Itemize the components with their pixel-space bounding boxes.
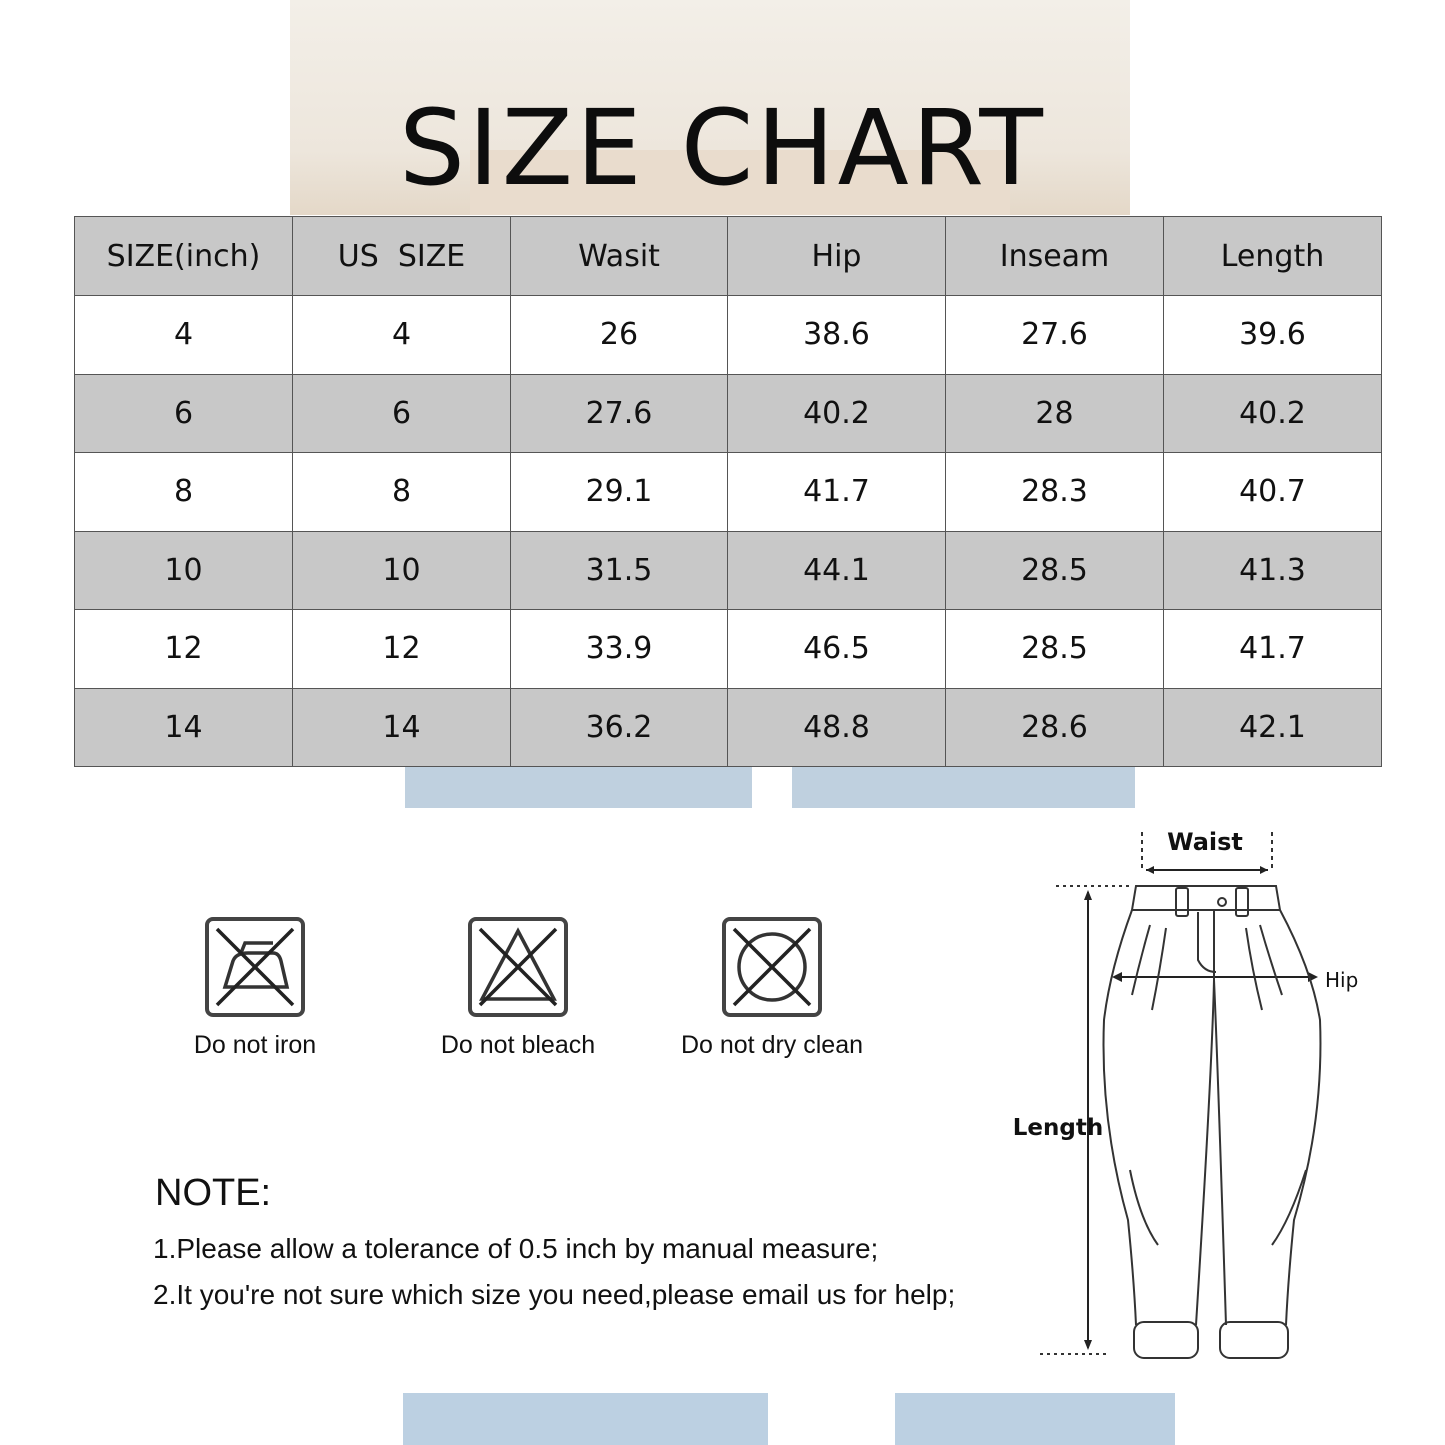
cell-inseam: 28 — [946, 374, 1164, 453]
cell-size: 8 — [75, 453, 293, 532]
cell-hip: 41.7 — [728, 453, 946, 532]
cell-size: 14 — [75, 688, 293, 767]
table-row — [75, 688, 1382, 767]
cell-length: 39.6 — [1164, 296, 1382, 375]
size-chart-table — [74, 216, 1382, 767]
pants-measurement-diagram — [1000, 820, 1400, 1380]
cell-hip: 48.8 — [728, 688, 946, 767]
cell-waist: 31.5 — [511, 531, 728, 610]
care-item-no-bleach — [418, 915, 618, 1060]
background-photo-jeans-leg-right — [895, 1393, 1175, 1445]
cell-us-size: 12 — [293, 610, 511, 689]
cell-us-size: 4 — [293, 296, 511, 375]
cell-size: 12 — [75, 610, 293, 689]
page-title: SIZE CHART — [399, 87, 1046, 209]
cell-size: 4 — [75, 296, 293, 375]
cell-waist: 36.2 — [511, 688, 728, 767]
no-bleach-icon — [466, 915, 570, 1019]
cell-us-size: 8 — [293, 453, 511, 532]
cell-inseam: 28.5 — [946, 531, 1164, 610]
note-line-1: 1.Please allow a tolerance of 0.5 inch by manual measure; — [153, 1233, 879, 1264]
care-label-no-iron: Do not iron — [193, 1031, 317, 1059]
care-item-no-dry-clean — [672, 915, 872, 1060]
cell-waist: 27.6 — [511, 374, 728, 453]
header-hip: Hip — [728, 217, 946, 296]
cell-hip: 40.2 — [728, 374, 946, 453]
cell-length: 40.2 — [1164, 374, 1382, 453]
care-item-no-iron — [155, 915, 355, 1060]
cell-hip: 44.1 — [728, 531, 946, 610]
note-line-2: 2.It you're not sure which size you need,please email us for help; — [153, 1279, 956, 1310]
cell-hip: 38.6 — [728, 296, 946, 375]
cell-waist: 29.1 — [511, 453, 728, 532]
header-inseam: Inseam — [946, 217, 1164, 296]
care-label-no-dry-clean: Do not dry clean — [680, 1031, 864, 1059]
header-us-size: US SIZE — [293, 217, 511, 296]
cell-length: 42.1 — [1164, 688, 1382, 767]
length-label: Length — [1012, 1115, 1104, 1141]
header-size-inch: SIZE(inch) — [75, 217, 293, 296]
cell-inseam: 28.3 — [946, 453, 1164, 532]
background-photo-gap — [752, 766, 792, 808]
cell-length: 41.7 — [1164, 610, 1382, 689]
table-row — [75, 610, 1382, 689]
hip-label: Hip — [1325, 968, 1359, 992]
cell-inseam: 27.6 — [946, 296, 1164, 375]
table-header-row — [75, 217, 1382, 296]
background-photo-jeans-leg-left — [403, 1393, 768, 1445]
no-dry-clean-icon — [720, 915, 824, 1019]
header-length: Length — [1164, 217, 1382, 296]
table-row — [75, 296, 1382, 375]
waist-label: Waist — [1167, 828, 1243, 856]
cell-waist: 33.9 — [511, 610, 728, 689]
cell-length: 40.7 — [1164, 453, 1382, 532]
cell-length: 41.3 — [1164, 531, 1382, 610]
table-row — [75, 531, 1382, 610]
cell-hip: 46.5 — [728, 610, 946, 689]
table-row — [75, 374, 1382, 453]
no-iron-icon — [203, 915, 307, 1019]
cell-waist: 26 — [511, 296, 728, 375]
cell-us-size: 6 — [293, 374, 511, 453]
cell-size: 10 — [75, 531, 293, 610]
header-waist: Wasit — [511, 217, 728, 296]
cell-inseam: 28.5 — [946, 610, 1164, 689]
cell-inseam: 28.6 — [946, 688, 1164, 767]
cell-us-size: 10 — [293, 531, 511, 610]
cell-size: 6 — [75, 374, 293, 453]
pants-outline — [1104, 886, 1321, 1358]
note-title: NOTE: — [155, 1172, 272, 1214]
care-label-no-bleach: Do not bleach — [440, 1031, 596, 1059]
table-row — [75, 453, 1382, 532]
cell-us-size: 14 — [293, 688, 511, 767]
